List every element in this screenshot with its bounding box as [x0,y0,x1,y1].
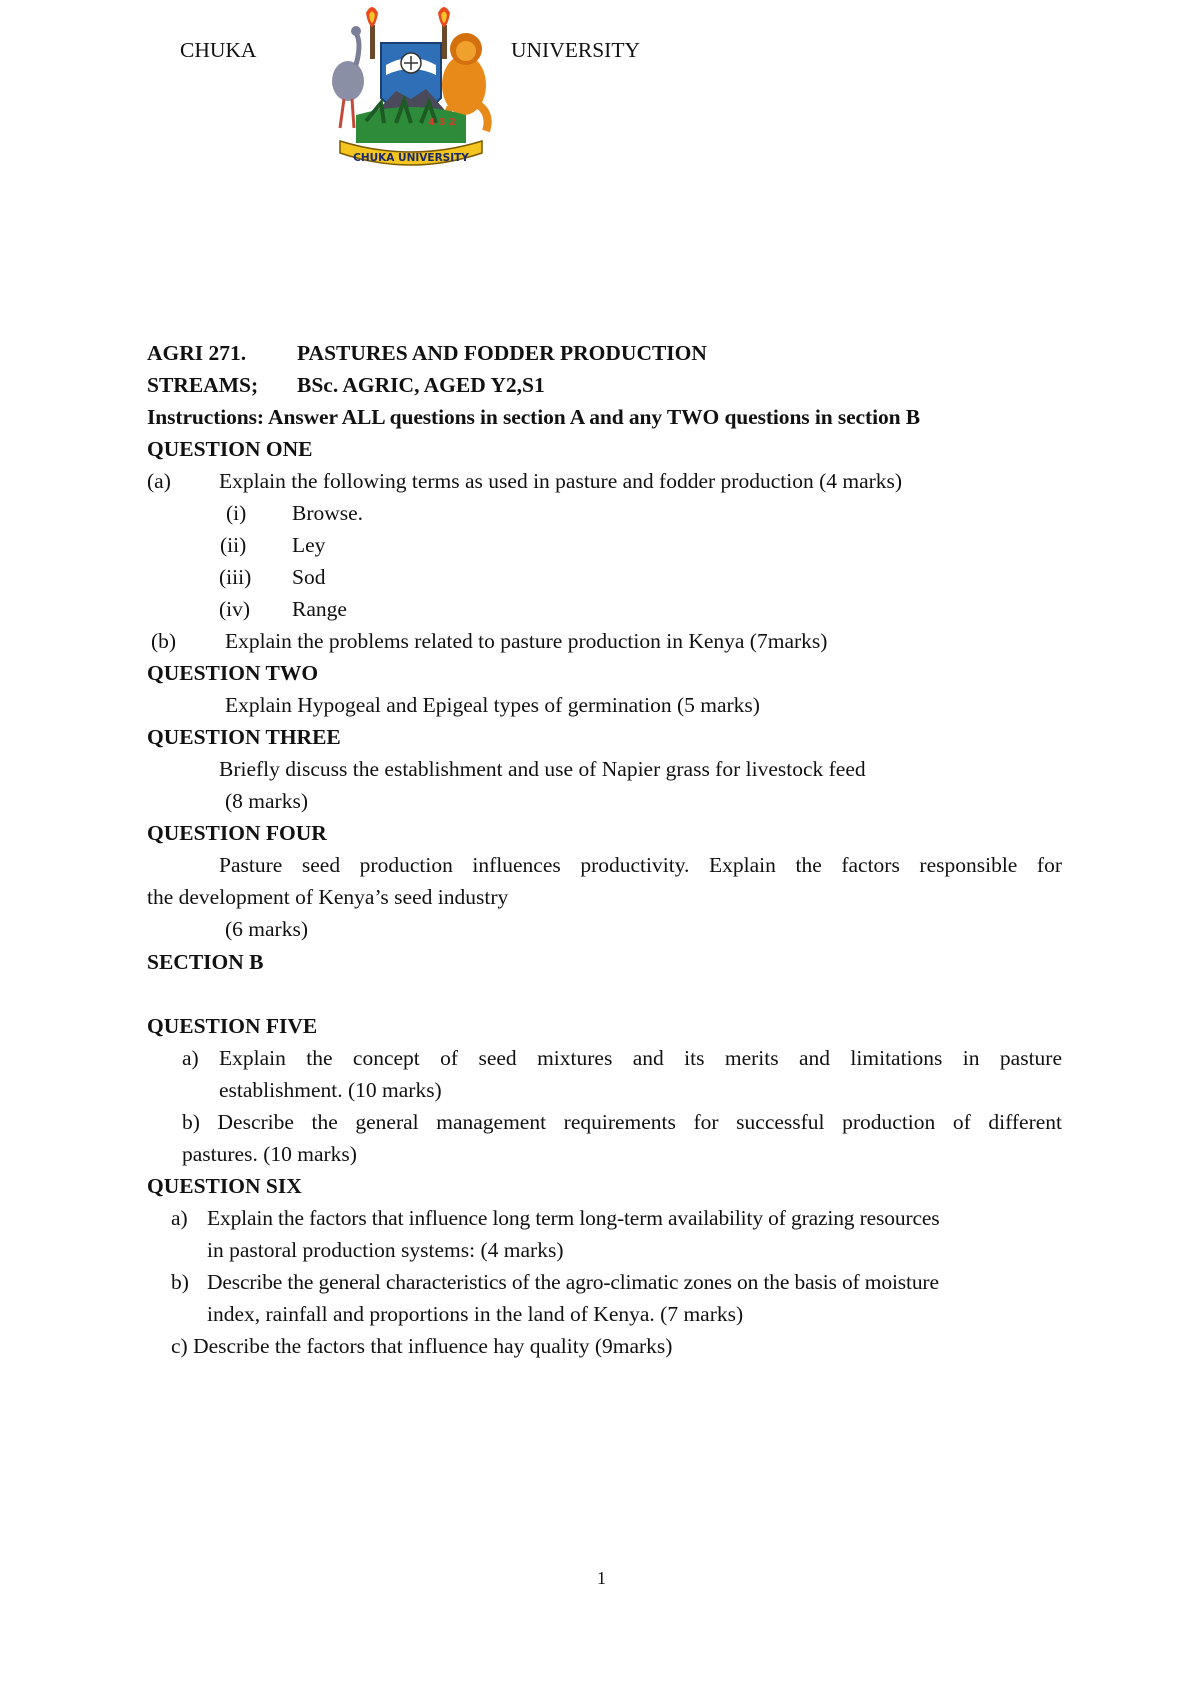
q6-part-b-label: b) [171,1270,189,1294]
q5-part-b-line-2: pastures. (10 marks) [182,1142,357,1166]
q1-term-num: (iv) [219,597,251,621]
left-torch-icon [370,25,375,59]
header-right-word: UNIVERSITY [511,38,640,62]
question-four-heading: QUESTION FOUR [147,821,327,845]
q3-marks: (8 marks) [225,789,308,813]
q4-marks: (6 marks) [225,917,308,941]
q6-part-a-line-1: Explain the factors that influence long term long-term availability of grazing resources [207,1206,940,1230]
crest-banner-text: CHUKA UNIVERSITY [353,152,469,164]
exam-instructions: Instructions: Answer ALL questions in section A and any TWO questions in section B [147,405,920,429]
page-number: 1 [597,1568,606,1588]
q6-part-b-line-1: Describe the general characteristics of the agro-climatic zones on the basis of moisture [207,1270,939,1294]
q1-part-a-label: (a) [147,469,171,493]
q5-part-a-line-2: establishment. (10 marks) [219,1078,442,1102]
course-code: AGRI 271. [147,341,247,365]
q5-part-a-label: a) [182,1046,199,1070]
streams-label: STREAMS; [147,373,259,397]
q2-text: Explain Hypogeal and Epigeal types of germination (5 marks) [225,693,760,717]
streams-value: BSc. AGRIC, AGED Y2,S1 [297,373,545,397]
q6-part-b-line-2: index, rainfall and proportions in the land of Kenya. (7 marks) [207,1302,744,1326]
q1-term-num: (ii) [220,533,247,557]
course-title: PASTURES AND FODDER PRODUCTION [297,341,707,365]
q5-part-a-line-1: Explain the concept of seed mixtures and its merits and limitations in pasture [219,1046,1062,1070]
ostrich-supporter-icon [332,26,364,128]
q1-part-b-label: (b) [151,629,177,653]
q1-part-b-text: Explain the problems related to pasture production in Kenya (7marks) [225,629,828,653]
question-two-heading: QUESTION TWO [147,661,319,685]
chuka-university-crest-logo [326,3,496,177]
q1-term-num: (i) [226,501,247,525]
q1-term: Browse. [292,501,364,525]
svg-text:4 3 2: 4 3 2 [428,117,456,128]
q1-part-a-text: Explain the following terms as used in pasture and fodder production (4 marks) [219,469,903,493]
section-b-heading: SECTION B [147,950,264,974]
header-left-word: CHUKA [180,38,257,62]
q4-text-line-1: Pasture seed production influences productivity. Explain the factors responsible for [219,853,1062,877]
q4-text-line-2: the development of Kenya’s seed industry [147,885,509,909]
question-one-heading: QUESTION ONE [147,437,313,461]
right-torch-icon [442,25,447,59]
q1-term: Sod [292,565,326,589]
q5-part-b-line-1: b) Describe the general management requirements for successful production of different [182,1110,1062,1134]
question-six-heading: QUESTION SIX [147,1174,302,1198]
question-five-heading: QUESTION FIVE [147,1014,318,1038]
q3-text: Briefly discuss the establishment and use of Napier grass for livestock feed [219,757,866,781]
q1-term: Range [292,597,347,621]
q1-term: Ley [292,533,326,557]
question-three-heading: QUESTION THREE [147,725,341,749]
q6-part-a-label: a) [171,1206,188,1230]
q6-part-c-text: c) Describe the factors that influence hay quality (9marks) [171,1334,673,1358]
q1-term-num: (iii) [219,565,252,589]
q6-part-a-line-2: in pastoral production systems: (4 marks) [207,1238,564,1262]
